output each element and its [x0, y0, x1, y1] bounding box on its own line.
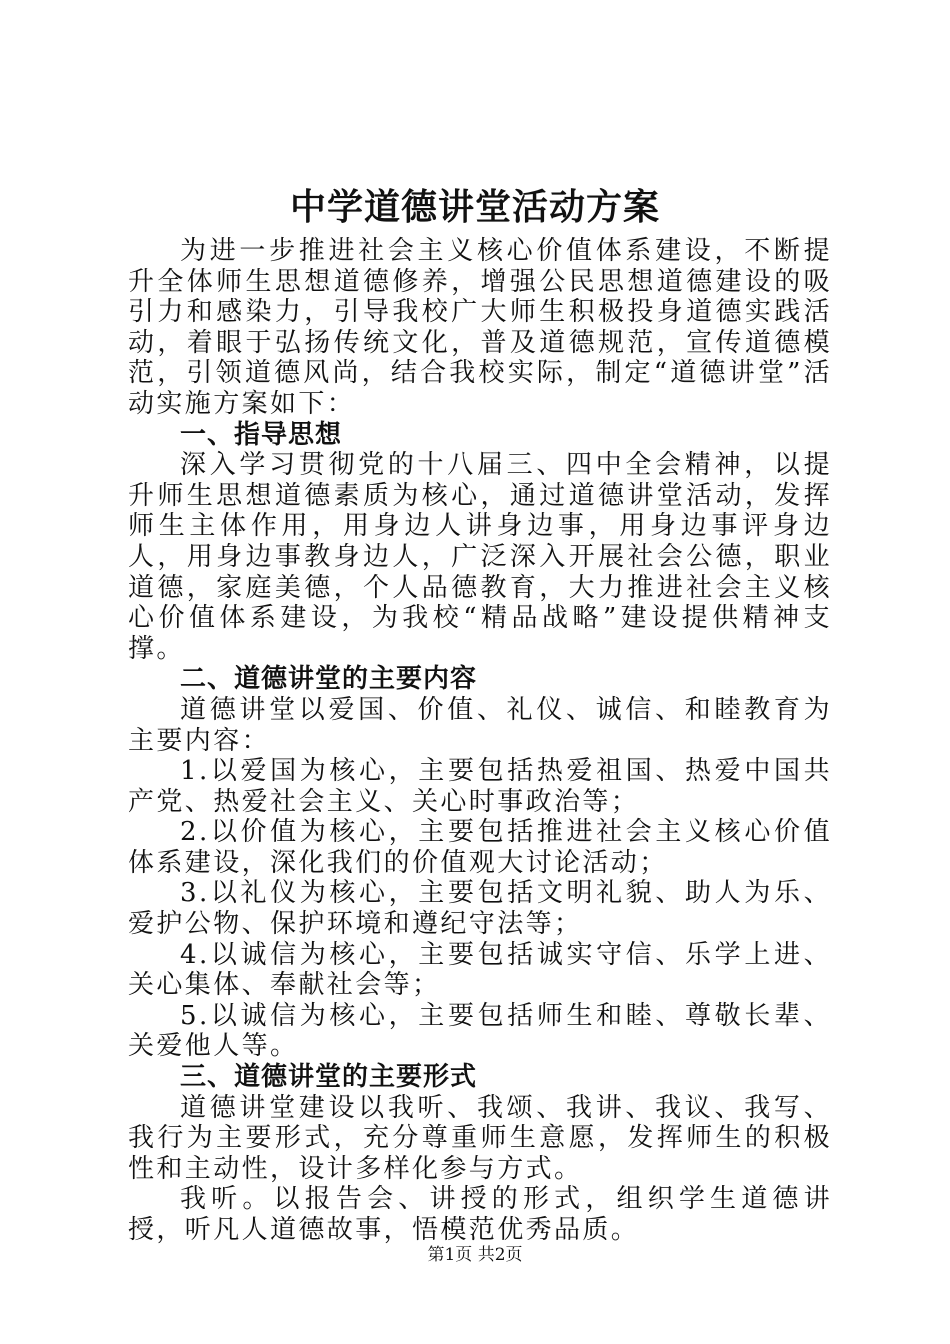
intro-paragraph: 为进一步推进社会主义核心价值体系建设，不断提升全体师生思想道德修养，增强公民思想道德建设的吸引力和感染力，引导我校广大师生积极投身道德实践活动，着眼于弘扬传统文化，普及道德规范，宣传道德模范，引领道德风尚，结合我校实际，制定“道德讲堂”活动实施方案如下： — [128, 236, 832, 419]
page-footer: 第1页 共2页 — [427, 1245, 523, 1265]
section-heading-2: 二、道德讲堂的主要内容 — [180, 664, 478, 695]
list-item: 5.以诚信为核心，主要包括师生和睦、尊敬长辈、关爱他人等。 — [128, 1000, 832, 1062]
section-paragraph-2: 道德讲堂以爱国、价值、礼仪、诚信、和睦教育为主要内容： — [128, 694, 832, 756]
list-item: 3.以礼仪为核心，主要包括文明礼貌、助人为乐、爱护公物、保护环境和遵纪守法等； — [128, 878, 832, 940]
section-paragraph-1: 深入学习贯彻党的十八届三、四中全会精神，以提升师生思想道德素质为核心，通过道德讲堂活动，发挥师生主体作用，用身边人讲身边事，用身边事评身边人，用身边事教身边人，广泛深入开展社会公德，职业道德，家庭美德，个人品德教育，大力推进社会主义核心价值体系建设，为我校“精品战略”建设提供精神支撑。 — [128, 450, 832, 664]
list-item: 2.以价值为核心，主要包括推进社会主义核心价值体系建设，深化我们的价值观大讨论活动； — [128, 817, 832, 878]
section-heading-1: 一、指导思想 — [180, 419, 343, 450]
list-item: 4.以诚信为核心，主要包括诚实守信、乐学上进、关心集体、奉献社会等； — [128, 939, 832, 1001]
document-title: 中学道德讲堂活动方案 — [289, 187, 660, 228]
list-item: 1.以爱国为核心，主要包括热爱祖国、热爱中国共产党、热爱社会主义、关心时事政治等； — [128, 756, 832, 817]
section-paragraph-3b: 我听。以报告会、讲授的形式，组织学生道德讲授，听凡人道德故事，悟模范优秀品质。 — [128, 1184, 832, 1245]
section-heading-3: 三、道德讲堂的主要形式 — [180, 1062, 478, 1093]
section-paragraph-3: 道德讲堂建设以我听、我颂、我讲、我议、我写、我行为主要形式，充分尊重师生意愿，发挥师生的积极性和主动性，设计多样化参与方式。 — [128, 1092, 832, 1184]
document-body — [128, 236, 832, 1246]
